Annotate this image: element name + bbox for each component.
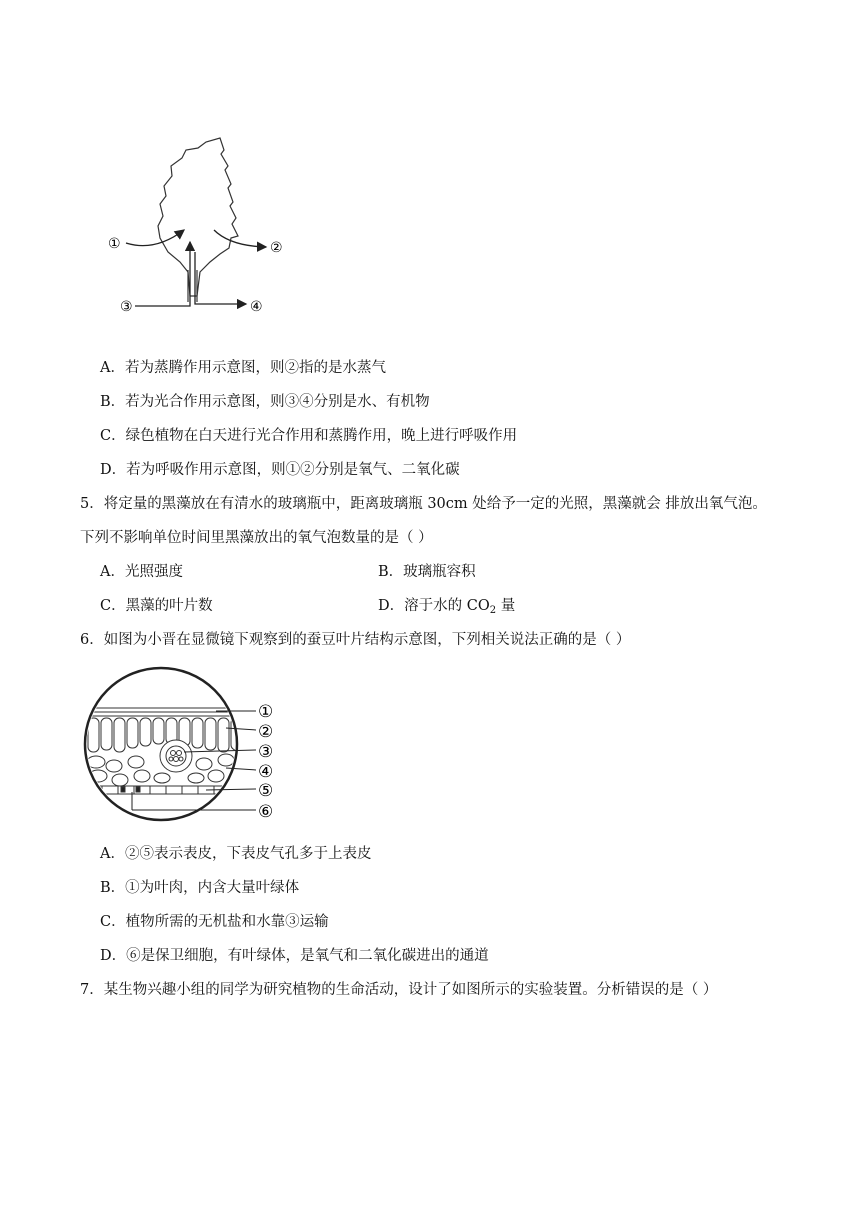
- q5-option-d-suffix: 量: [496, 598, 516, 614]
- cs-label-6: ⑥: [258, 802, 274, 822]
- q6-option-c: C．植物所需的无机盐和水靠③运输: [100, 914, 329, 930]
- q7-stem: 7．某生物兴趣小组的同学为研究植物的生命活动，设计了如图所示的实验装置。分析错误的是（ ）: [80, 982, 718, 998]
- arrow-1: [126, 230, 184, 246]
- arrow-2: [214, 230, 266, 247]
- q4-option-d: D．若为呼吸作用示意图，则①②分别是氧气、二氧化碳: [100, 462, 460, 478]
- label-1: ①: [108, 236, 121, 252]
- q5-option-a: A．光照强度: [100, 564, 183, 580]
- leaf-cross-section-diagram: [76, 664, 286, 826]
- arrow-3: [135, 242, 190, 306]
- q5-stem-line2: 下列不影响单位时间里黑藻放出的氧气泡数量的是（ ）: [80, 530, 433, 546]
- leaf-outline: [158, 138, 238, 296]
- leaf-diagram: [100, 130, 300, 320]
- q6-stem: 6．如图为小晋在显微镜下观察到的蚕豆叶片结构示意图，下列相关说法正确的是（ ）: [80, 632, 631, 648]
- label-4: ④: [250, 299, 263, 315]
- cs-label-2: ②: [258, 722, 274, 742]
- cs-label-4: ④: [258, 762, 274, 782]
- q5-option-d-sub: 2: [489, 605, 497, 616]
- q4-option-a: A．若为蒸腾作用示意图，则②指的是水蒸气: [100, 360, 386, 376]
- q4-option-c: C．绿色植物在白天进行光合作用和蒸腾作用，晚上进行呼吸作用: [100, 428, 518, 444]
- q5-option-d: [378, 596, 515, 618]
- cs-label-1: ①: [258, 702, 274, 722]
- q6-option-b: B．①为叶肉，内含大量叶绿体: [100, 880, 300, 896]
- cs-label-5: ⑤: [258, 781, 274, 801]
- q4-option-b: B．若为光合作用示意图，则③④分别是水、有机物: [100, 394, 430, 410]
- q5-option-d-prefix: D．溶于水的 CO: [378, 598, 490, 614]
- cs-label-3: ③: [258, 742, 274, 762]
- label-3: ③: [120, 299, 133, 315]
- q5-option-c: C．黑藻的叶片数: [100, 598, 213, 614]
- q6-option-a: A．②⑤表示表皮，下表皮气孔多于上表皮: [100, 846, 372, 862]
- q5-stem-line1: 5．将定量的黑藻放在有清水的玻璃瓶中，距离玻璃瓶 30cm 处给予一定的光照，黑藻就会 排放出氧气泡。: [80, 496, 767, 512]
- arrow-4: [195, 252, 246, 304]
- q5-option-b: B．玻璃瓶容积: [378, 564, 476, 580]
- label-2: ②: [270, 240, 283, 256]
- q6-option-d: D．⑥是保卫细胞，有叶绿体，是氧气和二氧化碳进出的通道: [100, 948, 489, 964]
